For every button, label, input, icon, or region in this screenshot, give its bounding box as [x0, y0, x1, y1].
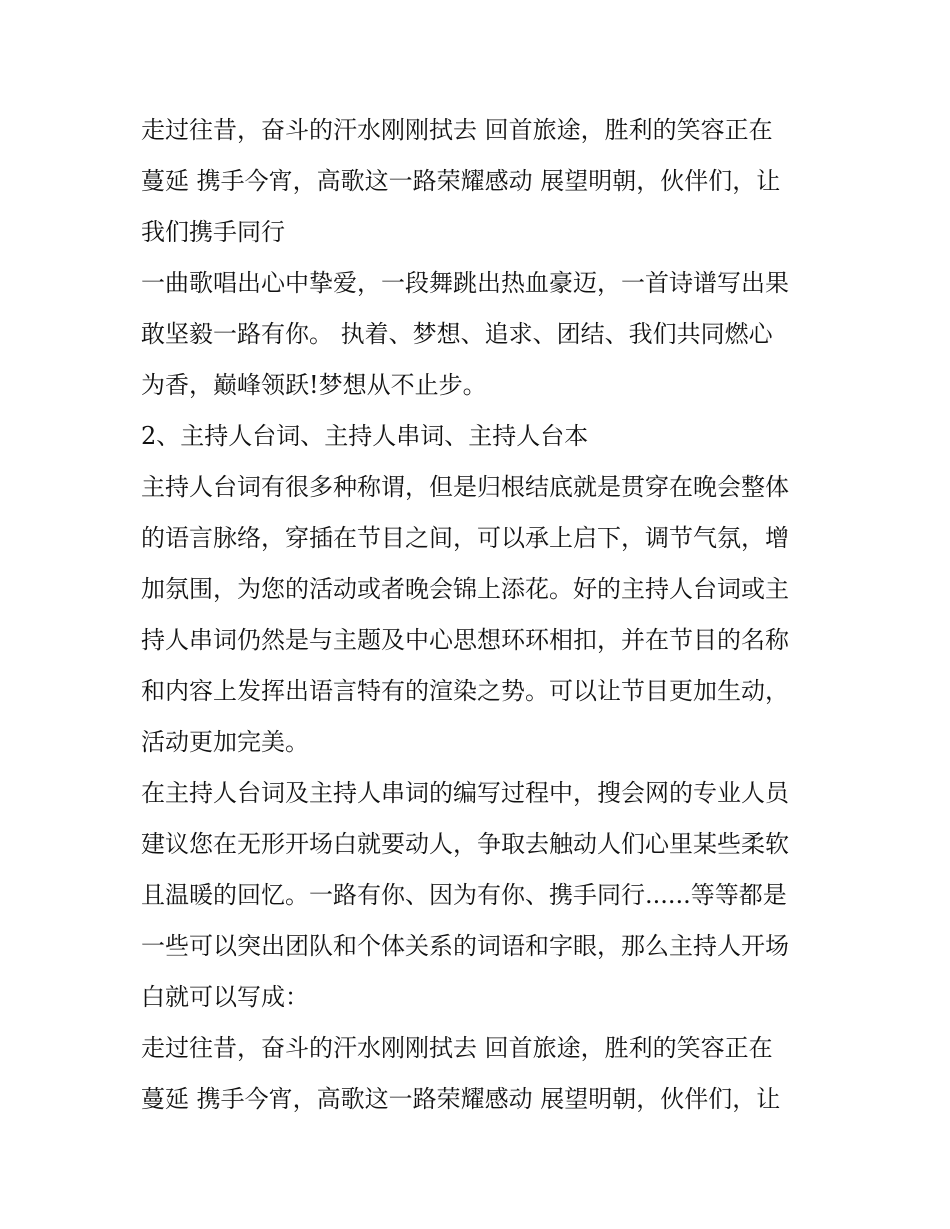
- text-line: 一些可以突出团队和个体关系的词语和字眼，那么主持人开场: [141, 932, 789, 960]
- text-line: 和内容上发挥出语言特有的渲染之势。可以让节目更加生动，: [141, 677, 789, 705]
- text-line: 为香，巅峰领跃!梦想从不止步。: [141, 371, 487, 399]
- text-line: 主持人台词有很多种称谓，但是归根结底就是贯穿在晚会整体: [141, 473, 789, 501]
- document-body: [141, 105, 821, 1125]
- text-line: 蔓延 携手今宵，高歌这一路荣耀感动 展望明朝，伙伴们，让: [141, 1085, 781, 1113]
- section-heading: 2、主持人台词、主持人串词、主持人台本: [141, 422, 589, 450]
- text-line: 我们携手同行: [141, 218, 285, 246]
- text-line: 走过往昔，奋斗的汗水刚刚拭去 回首旅途，胜利的笑容正在: [141, 116, 773, 144]
- text-line: 的语言脉络，穿插在节目之间，可以承上启下，调节气氛，增: [141, 524, 789, 552]
- text-line: 白就可以写成：: [141, 983, 309, 1011]
- text-line: 敢坚毅一路有你。 执着、梦想、追求、团结、我们共同燃心: [141, 320, 773, 348]
- text-line: 建议您在无形开场白就要动人，争取去触动人们心里某些柔软: [141, 830, 789, 858]
- text-line: 蔓延 携手今宵，高歌这一路荣耀感动 展望明朝，伙伴们，让: [141, 167, 781, 195]
- text-line: 持人串词仍然是与主题及中心思想环环相扣，并在节目的名称: [141, 626, 789, 654]
- text-line: 且温暖的回忆。一路有你、因为有你、携手同行......等等都是: [141, 881, 787, 909]
- text-line: 走过往昔，奋斗的汗水刚刚拭去 回首旅途，胜利的笑容正在: [141, 1034, 773, 1062]
- text-line: 加氛围，为您的活动或者晚会锦上添花。好的主持人台词或主: [141, 575, 789, 603]
- text-line: 一曲歌唱出心中挚爱，一段舞跳出热血豪迈，一首诗谱写出果: [141, 269, 789, 297]
- text-line: 活动更加完美。: [141, 728, 309, 756]
- text-line: 在主持人台词及主持人串词的编写过程中，搜会网的专业人员: [141, 779, 789, 807]
